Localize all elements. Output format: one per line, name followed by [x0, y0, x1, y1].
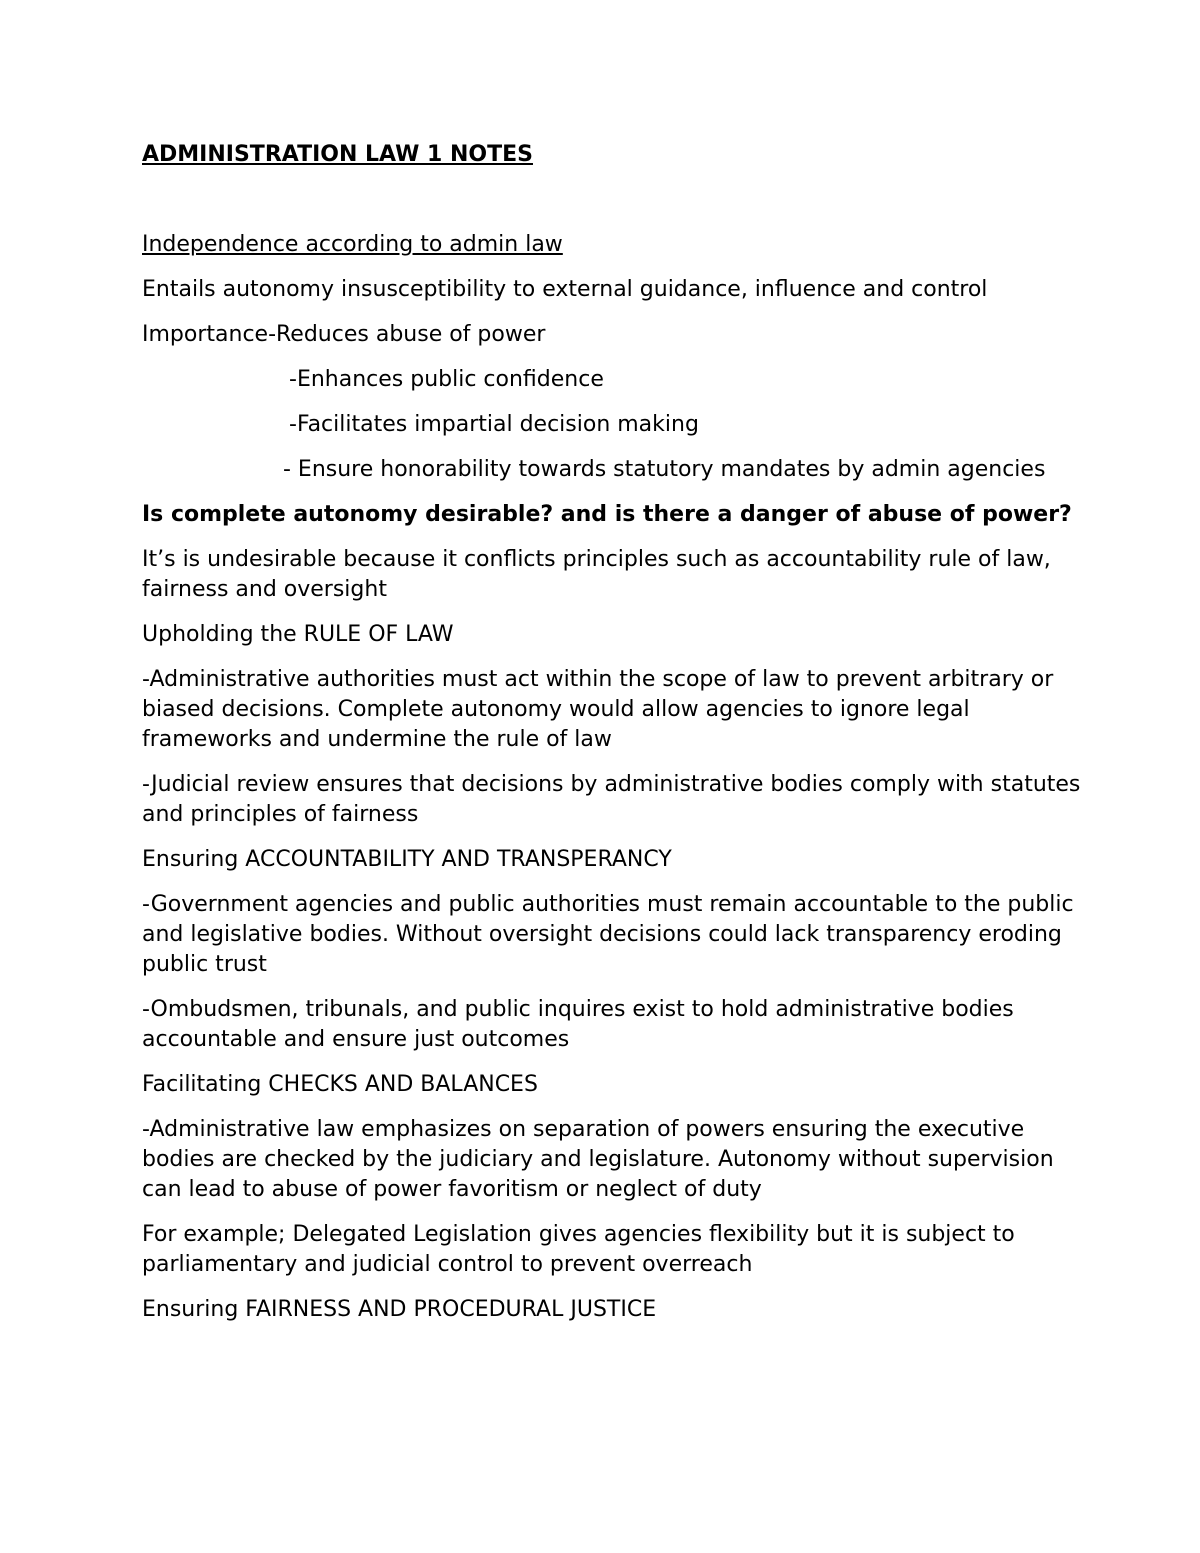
importance-point-1: -Enhances public confidence — [289, 367, 604, 392]
rule-of-law-paragraph-2: -Judicial review ensures that decisions by administrative bodies comply with statutes and principles of fairness — [142, 772, 1081, 827]
subsection-heading-fairness: Ensuring FAIRNESS AND PROCEDURAL JUSTICE — [142, 1297, 657, 1322]
importance-lead: Importance-Reduces abuse of power — [142, 322, 546, 347]
section-heading-text: Independence according to admin law — [142, 232, 563, 257]
accountability-paragraph-1: -Government agencies and public authorities must remain accountable to the public and legislative bodies. Without oversight decisions could lack transparency eroding public trust — [142, 892, 1074, 977]
importance-point-3: - Ensure honorability towards statutory mandates by admin agencies — [283, 457, 1046, 482]
subsection-heading-accountability: Ensuring ACCOUNTABILITY AND TRANSPERANCY — [142, 847, 672, 872]
checks-balances-paragraph-1: -Administrative law emphasizes on separation of powers ensuring the executive bodies are checked by the judiciary and legislature. Autonomy without supervision can lead to abuse of power favoritism or neglect of duty — [142, 1117, 1054, 1202]
accountability-paragraph-2: -Ombudsmen, tribunals, and public inquires exist to hold administrative bodies accountable and ensure just outcomes — [142, 997, 1014, 1052]
definition-paragraph: Entails autonomy insusceptibility to external guidance, influence and control — [142, 277, 988, 302]
document-body — [142, 140, 1082, 1340]
document-title: ADMINISTRATION LAW 1 NOTES — [142, 142, 533, 167]
subsection-heading-checks-balances: Facilitating CHECKS AND BALANCES — [142, 1072, 538, 1097]
answer-paragraph: It’s is undesirable because it conflicts principles such as accountability rule of law, fairness and oversight — [142, 547, 1051, 602]
rule-of-law-paragraph-1: -Administrative authorities must act within the scope of law to prevent arbitrary or biased decisions. Complete autonomy would allow agencies to ignore legal frameworks and undermine the rule of law — [142, 667, 1054, 752]
section-heading-independence — [142, 230, 1082, 260]
subsection-heading-rule-of-law: Upholding the RULE OF LAW — [142, 622, 454, 647]
checks-balances-paragraph-2: For example; Delegated Legislation gives agencies flexibility but it is subject to parliamentary and judicial control to prevent overreach — [142, 1222, 1015, 1277]
importance-point-2: -Facilitates impartial decision making — [289, 412, 699, 437]
question-heading: Is complete autonomy desirable? and is there a danger of abuse of power? — [142, 502, 1072, 527]
